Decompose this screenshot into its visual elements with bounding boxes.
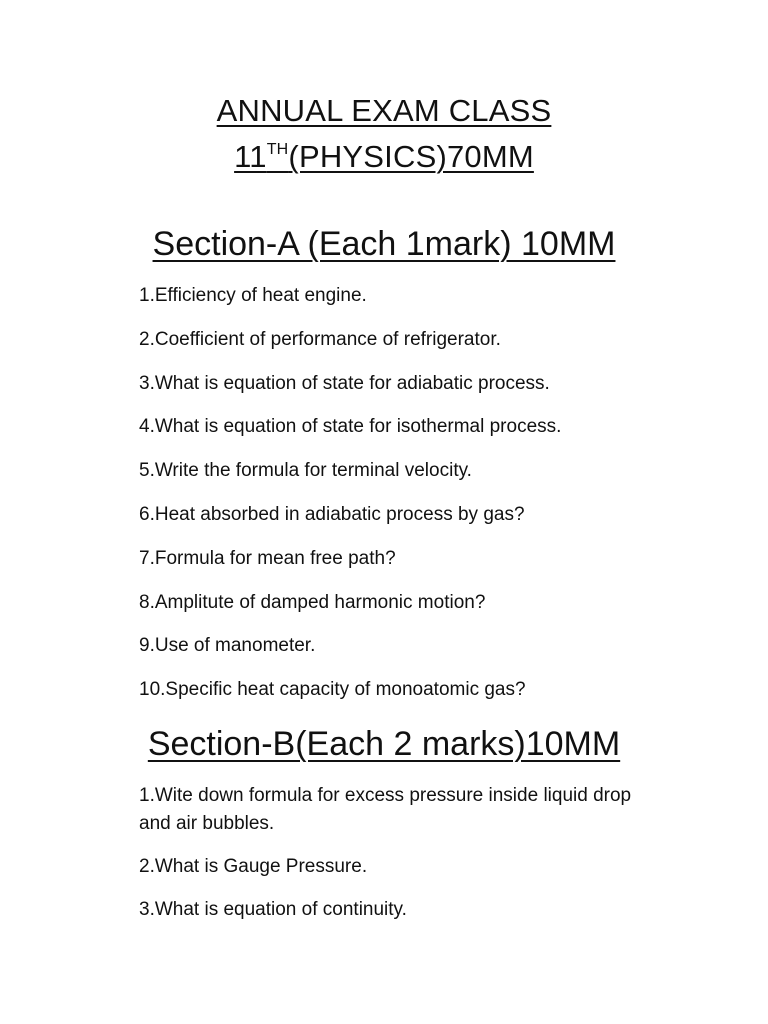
exam-title-line2: [234, 134, 534, 180]
question-item: 1.Efficiency of heat engine.: [139, 285, 367, 306]
subject-marks: (PHYSICS)70MM: [288, 139, 534, 174]
section-a-heading: Section-A (Each 1mark) 10MM: [152, 225, 616, 263]
question-item: 5.Write the formula for terminal velocity.: [139, 460, 472, 482]
question-item: 7.Formula for mean free path?: [139, 547, 396, 569]
question-item: 6.Heat absorbed in adiabatic process by gas?: [139, 503, 525, 525]
question-item: 1.Wite down formula for excess pressure inside liquid drop and air bubbles.: [139, 785, 632, 834]
question-item: 2.What is Gauge Pressure.: [139, 856, 368, 877]
section-b-heading: Section-B(Each 2 marks)10MM: [147, 725, 621, 763]
exam-title-line1: ANNUAL EXAM CLASS: [216, 93, 552, 128]
question-item: 10.Specific heat capacity of monoatomic gas?: [139, 679, 526, 701]
class-superscript: TH: [266, 141, 289, 158]
exam-title: [0, 88, 768, 180]
question-item: 4.What is equation of state for isothermal process.: [139, 416, 562, 438]
question-item: 3.What is equation of continuity.: [139, 899, 407, 920]
question-item: 3.What is equation of state for adiabatic process.: [139, 372, 550, 394]
question-item: 9.Use of manometer.: [139, 635, 316, 657]
class-number: 11: [234, 139, 267, 174]
section-b-question-list: [139, 782, 659, 939]
question-item: 8.Amplitute of damped harmonic motion?: [139, 591, 486, 613]
question-item: 2.Coefficient of performance of refrigerator.: [139, 328, 501, 350]
section-a-question-list: [139, 282, 659, 720]
